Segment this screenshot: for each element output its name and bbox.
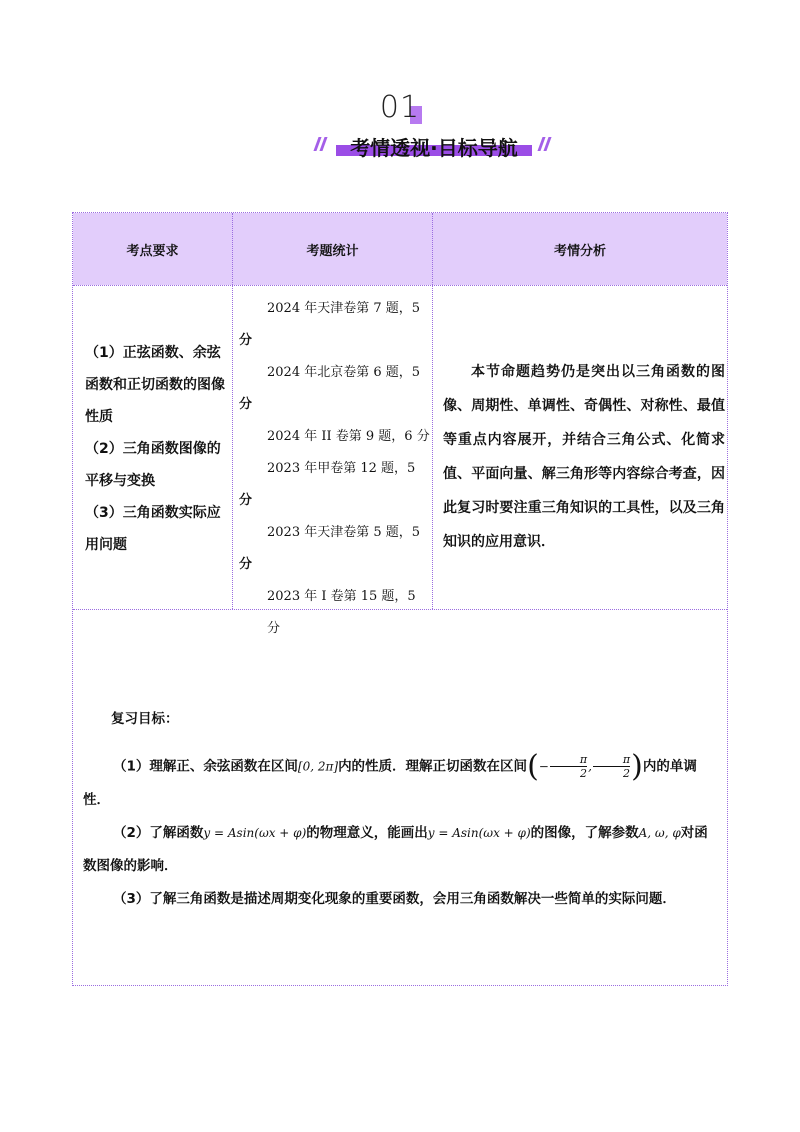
analysis-cell — [443, 355, 725, 559]
header-analysis: 考情分析 — [553, 243, 606, 259]
goal-text: 内的性质．理解正切函数在区间 — [338, 758, 528, 775]
goal-item-3: （3）了解三角函数是描述周期变化现象的重要函数，会用三角函数解决一些简单的实际问题． — [113, 890, 676, 907]
goal-item-2 — [83, 817, 717, 883]
exam-analysis-table — [72, 212, 728, 986]
stat-item-tail: 分 — [239, 333, 253, 348]
review-goals — [83, 703, 717, 916]
section-number: 01 — [379, 90, 421, 125]
section-title-banner — [316, 131, 552, 159]
fraction: $\frac{\pi}{2}$ — [593, 753, 630, 780]
header-requirements: 考点要求 — [126, 243, 179, 259]
function-formula: y = Asin(ωx + φ) — [203, 825, 307, 840]
requirement-item: （2）三角函数图像的平移与变换 — [85, 441, 221, 489]
goal-text: 内的单调性． — [83, 758, 697, 808]
goal-text: 的物理意义，能画出 — [306, 824, 428, 841]
interval-formula: [0, 2π] — [297, 759, 339, 774]
stat-item: 2023 年天津卷第 5 题，5 — [267, 525, 421, 540]
stat-item: 2023 年 I 卷第 15 题，5 分 — [267, 589, 416, 636]
stat-item-tail: 分 — [239, 557, 253, 572]
requirement-item: （3）三角函数实际应用问题 — [85, 505, 221, 553]
goals-title: 复习目标： — [111, 711, 179, 727]
stat-item: 2024 年天津卷第 7 题，5 — [267, 301, 421, 316]
section-title: 考情透视·目标导航 — [350, 136, 518, 160]
goal-item-1: （1）理解正、余弦函数在区间[0, 2π]内的性质．理解正切函数在区间(− $\frac{\pi}{2}$ , $\frac{\pi}{2}$ )内的单调性． — [83, 749, 697, 808]
statistics-cell — [235, 293, 431, 636]
goal-text: （2）了解函数 — [113, 824, 204, 841]
stat-item-tail: 分 — [239, 397, 253, 412]
goal-text: （1）理解正、余弦函数在区间 — [113, 758, 298, 775]
function-formula: y = Asin(ωx + φ) — [427, 825, 531, 840]
stat-item: 2024 年 II 卷第 9 题，6 分 — [267, 429, 430, 444]
stat-item: 2024 年北京卷第 6 题，5 — [267, 365, 421, 380]
analysis-text: 本节命题趋势仍是突出以三角函数的图像、周期性、单调性、奇偶性、对称性、最值等重点内容展开，并结合三角公式、化简求值、平面向量、解三角形等内容综合考查，因此复习时要注重三角知识的工具性，以及三角知识的应用意识． — [443, 364, 725, 550]
header-statistics: 考题统计 — [306, 243, 359, 259]
requirements-cell — [85, 337, 231, 561]
goal-text: 的图像，了解参数 — [530, 824, 639, 841]
paren-right: ) — [631, 749, 643, 784]
parameter-list: A, ω, φ — [638, 825, 681, 840]
paren-left: ( — [527, 749, 539, 784]
row-divider — [73, 285, 727, 286]
stat-item-tail: 分 — [239, 493, 253, 508]
fraction: $\frac{\pi}{2}$ — [550, 753, 587, 780]
stat-item: 2023 年甲卷第 12 题，5 — [267, 461, 416, 476]
goal-text: 对函数图像的影响． — [83, 824, 708, 874]
requirement-item: （1）正弦函数、余弦函数和正切函数的图像性质 — [85, 345, 225, 425]
